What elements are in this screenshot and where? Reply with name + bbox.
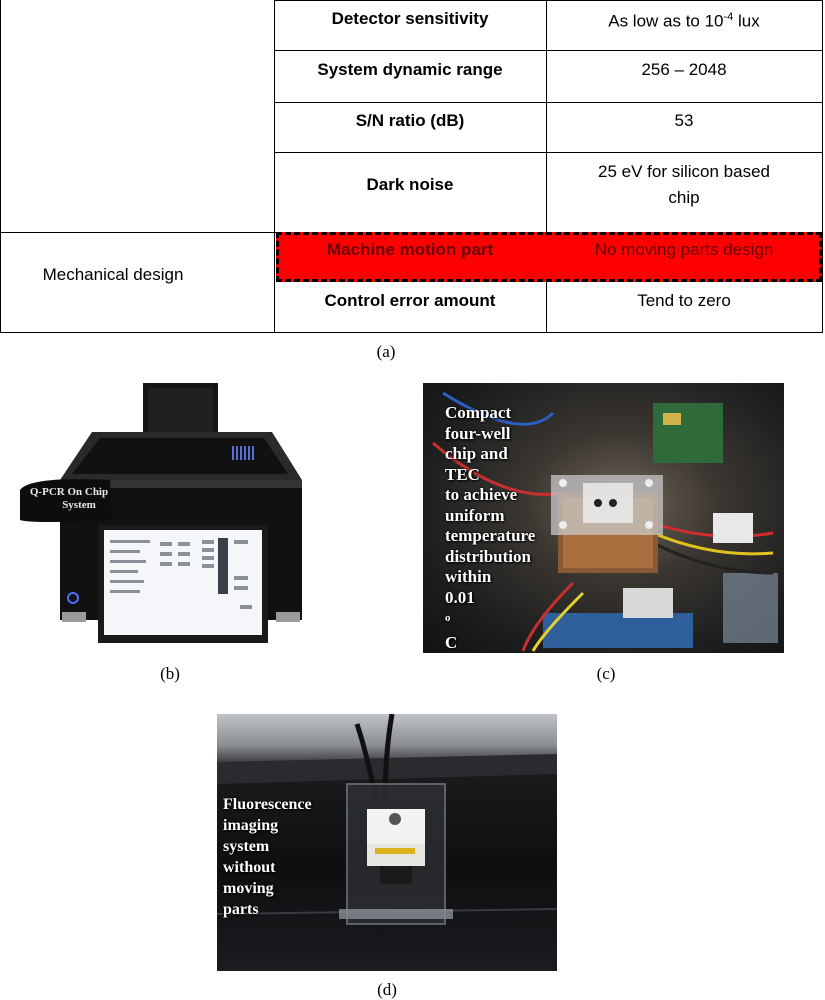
category-label: Mechanical design — [42, 265, 184, 284]
overlay-line: moving — [223, 880, 274, 897]
param-label: Detector sensitivity — [331, 9, 489, 28]
overlay-line: Fluorescence — [223, 796, 312, 813]
param-label: Machine motion part — [326, 240, 494, 259]
chip-tec-caption-text — [445, 403, 535, 653]
overlay-line: four-well — [445, 423, 511, 443]
overlay-line: without — [223, 859, 276, 876]
value-cell — [546, 50, 822, 90]
overlay-line: to achieve — [445, 485, 518, 504]
overlay-line: chip and — [445, 444, 508, 463]
spec-table — [0, 0, 823, 333]
param-label: System dynamic range — [317, 60, 503, 79]
param-label: Control error amount — [324, 291, 496, 310]
value-cell — [546, 284, 822, 318]
value-label: chip — [668, 188, 700, 207]
overlay-line: Compact — [445, 403, 512, 422]
imaging-system-caption-text — [223, 794, 312, 920]
param-cell — [274, 232, 546, 268]
value-cell — [546, 0, 822, 38]
value-cell — [546, 152, 822, 218]
table-border — [822, 0, 823, 333]
caption-c: (c) — [596, 664, 616, 683]
qpcr-machine-illustration — [20, 380, 320, 655]
caption-a: (a) — [376, 342, 396, 361]
qpcr-label-line: System — [62, 499, 96, 511]
overlay-line: distribution — [445, 546, 531, 566]
param-label: Dark noise — [366, 175, 454, 194]
param-cell — [274, 50, 546, 90]
value-cell — [546, 232, 822, 268]
value-label: Tend to zero — [637, 291, 731, 310]
overlay-line: TEC — [445, 464, 480, 484]
photo-chip-tec — [423, 383, 784, 653]
value-cell — [546, 102, 822, 140]
value-label: 25 eV for silicon based — [598, 162, 770, 181]
value-label: As low as to $10^{-4}$ lux — [608, 10, 760, 31]
overlay-line: 0.01 $^o$ C — [445, 587, 475, 653]
overlay-line: system — [223, 838, 270, 855]
param-cell — [274, 102, 546, 140]
overlay-line: parts — [223, 901, 259, 918]
photo-imaging-system — [217, 714, 557, 971]
category-cell — [0, 232, 226, 318]
caption-d: (d) — [377, 980, 397, 999]
param-cell — [274, 152, 546, 218]
param-cell — [274, 0, 546, 38]
overlay-line: within — [445, 567, 492, 586]
table-border — [0, 332, 823, 333]
value-label: No moving parts design — [594, 240, 774, 259]
overlay-line: uniform — [445, 505, 505, 525]
overlay-line: temperature — [445, 526, 536, 545]
value-label: 256 – 2048 — [641, 60, 727, 79]
qpcr-label-line: Q-PCR On Chip — [29, 486, 109, 498]
param-label: S/N ratio (dB) — [355, 111, 465, 130]
photo-qpcr-system — [20, 380, 320, 655]
caption-b: (b) — [160, 664, 180, 683]
param-cell — [274, 284, 546, 318]
qpcr-label-plate — [24, 486, 114, 512]
value-label: 53 — [674, 111, 694, 130]
overlay-line: imaging — [223, 817, 279, 834]
